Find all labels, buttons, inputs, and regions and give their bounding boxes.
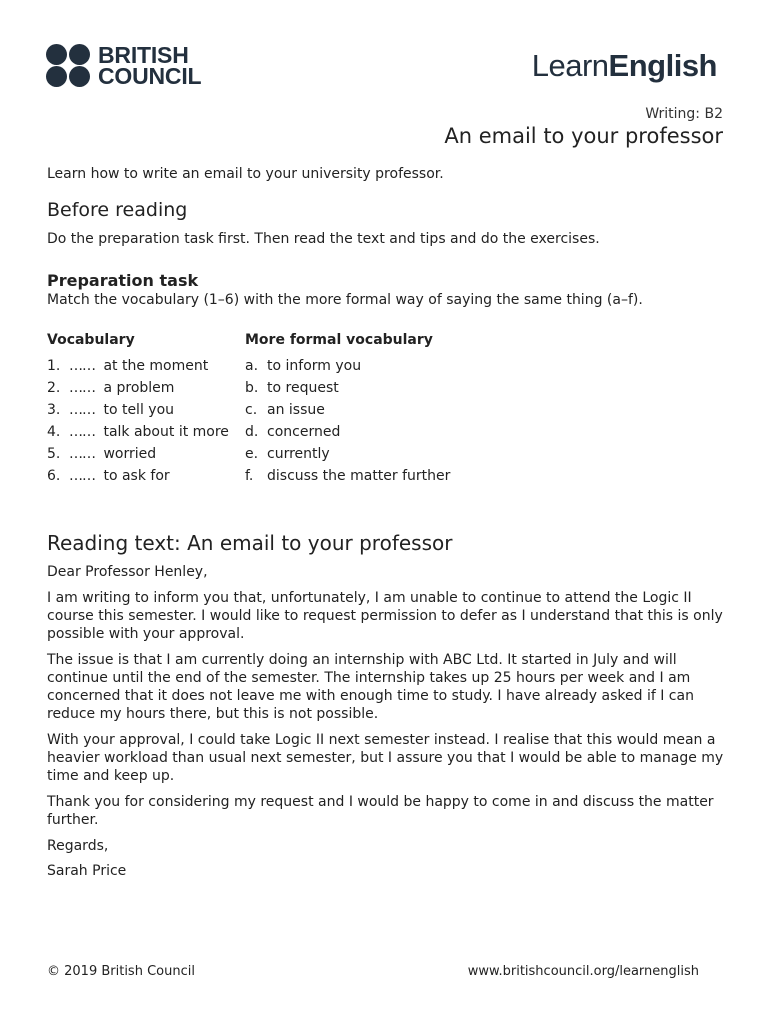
formal-item: b. to request: [245, 380, 339, 396]
british-council-logo: [46, 41, 202, 89]
logo-dots-icon: [46, 44, 91, 87]
salutation: Dear Professor Henley,: [47, 564, 208, 580]
learnenglish-logo: LearnEnglish: [531, 48, 717, 83]
formal-item: f. discuss the matter further: [245, 468, 451, 484]
formal-item: e. currently: [245, 446, 330, 462]
formal-item: a. to inform you: [245, 358, 362, 374]
vocab-item: 5. …… worried: [47, 446, 157, 462]
before-reading-heading: Before reading: [47, 199, 188, 221]
vocabulary-column-heading: Vocabulary: [47, 332, 135, 348]
formal-item: d. concerned: [245, 424, 341, 440]
footer-url[interactable]: www.britishcouncil.org/learnenglish: [467, 964, 699, 979]
signature: Sarah Price: [47, 863, 127, 879]
intro-text: Learn how to write an email to your university professor.: [47, 166, 444, 182]
page-title: An email to your professor: [444, 124, 723, 148]
closing: Regards,: [47, 838, 109, 854]
vocab-item: 3. …… to tell you: [47, 402, 175, 418]
reading-heading: Reading text: An email to your professor: [47, 531, 453, 555]
level-label: Writing: B2: [645, 106, 723, 122]
vocab-item: 4. …… talk about it more: [47, 424, 229, 440]
letter-paragraph: I am writing to inform you that, unfortunately, I am unable to continue to attend the Logic II course this semester. I would like to request permission to defer as I understand that this is only possible with your approval.: [47, 590, 723, 642]
preparation-heading: Preparation task: [47, 271, 199, 290]
vocab-item: 6. …… to ask for: [47, 468, 170, 484]
letter-paragraph: The issue is that I am currently doing an internship with ABC Ltd. It started in July and will continue until the end of the semester. The internship takes up 25 hours per week and I am concerned that it does not leave me with enough time to study. I have already asked if I can reduce my hours there, but this is not possible.: [47, 652, 694, 722]
before-reading-text: Do the preparation task first. Then read the text and tips and do the exercises.: [47, 231, 600, 247]
vocab-item: 1. …… at the moment: [47, 358, 209, 374]
vocab-item: 2. …… a problem: [47, 380, 175, 396]
british-council-wordmark: BRITISH COUNCIL: [98, 41, 202, 89]
formal-item: c. an issue: [245, 402, 325, 418]
preparation-instruction: Match the vocabulary (1–6) with the more formal way of saying the same thing (a–f).: [47, 292, 643, 308]
letter-paragraph: Thank you for considering my request and I would be happy to come in and discuss the matter further.: [47, 794, 714, 828]
formal-column-heading: More formal vocabulary: [245, 332, 433, 348]
letter-paragraph: With your approval, I could take Logic II next semester instead. I realise that this would mean a heavier workload than usual next semester, but I assure you that I would be able to manage my time and keep up.: [47, 732, 724, 784]
footer-copyright: © 2019 British Council: [47, 964, 195, 979]
